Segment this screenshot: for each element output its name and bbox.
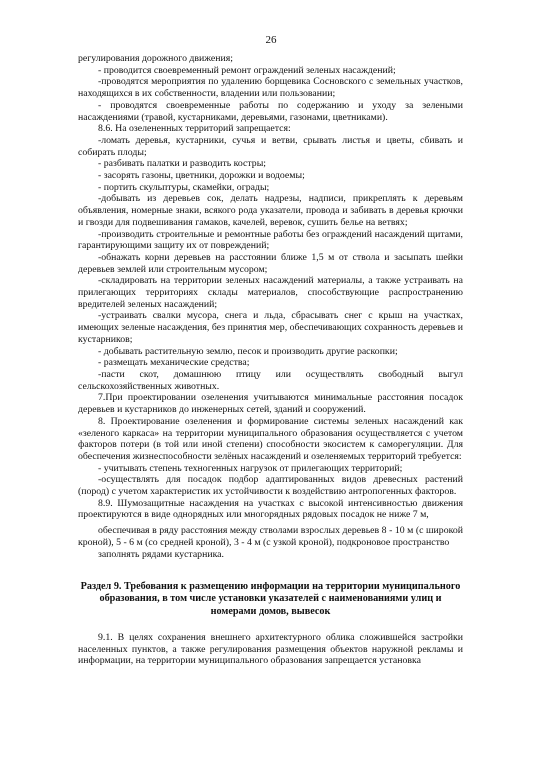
paragraph: регулирования дорожного движения; xyxy=(78,53,233,64)
clause-7: 7.При проектировании озеленения учитываются минимальные расстояния посадок деревьев и кустарников до инженерных сетей, зданий и сооружений. xyxy=(78,392,463,416)
section-heading: Раздел 9. Требования к размещению информации на территории муниципального образования, в том числе установки указателей с наименованиями улиц и номерами домов, вывесок xyxy=(80,581,461,617)
list-item: - портить скульптуры, скамейки, ограды; xyxy=(98,181,270,193)
list-item: - проводится своевременный ремонт ограждений зеленых насаждений; xyxy=(98,64,396,76)
paragraph: заполнять рядами кустарника. xyxy=(98,548,224,560)
page-number: 26 xyxy=(265,34,277,46)
paragraph: обеспечивая в ряду расстояния между стволами взрослых деревьев 8 - 10 м (с широкой кроной), 5 - 6 м (со средней кроной), 3 - 4 м (с узкой кроной), подкроновое пространство xyxy=(78,525,463,548)
list-item: - засорять газоны, цветники, дорожки и водоемы; xyxy=(98,170,305,182)
clause-8-9: 8.9. Шумозащитные насаждения на участках с высокой интенсивностью движения проектируются в виде однорядных или многорядных рядовых посадок не ниже 7 м, xyxy=(78,497,463,521)
list-item: -складировать на территории зеленых насаждений материалы, а также устраивать на прилегающих территориях склады материалов, способствующие распространению вредителей зеленых насаждений; xyxy=(78,275,463,310)
list-item: -пасти скот, домашнюю птицу или осуществлять свободный выгул сельскохозяйственных животных. xyxy=(78,368,463,392)
list-item: -производить строительные и ремонтные работы без ограждений насаждений щитами, гарантирующими защиту их от повреждений; xyxy=(78,228,463,252)
list-item: -добывать из деревьев сок, делать надрезы, надписи, прикреплять к деревьям объявления, номерные знаки, всякого рода указатели, провода и забивать в деревья крючки и гвозди для подвешивания гамаков, качелей, веревок, сушить белье на ветвях; xyxy=(78,193,463,228)
list-item: - проводятся своевременные работы по содержанию и уходу за зелеными насаждениями (травой, кустарниками, деревьями, газонами, цветниками). xyxy=(78,99,463,123)
list-item: - добывать растительную землю, песок и производить другие раскопки; xyxy=(98,345,398,357)
list-item: -осуществлять для посадок подбор адаптированных видов древесных растений (пород) с учетом характеристик их устойчивости к воздействию антропогенных факторов. xyxy=(78,474,463,498)
list-item: -проводятся мероприятия по удалению борщевика Сосновского с земельных участков, находящихся в их собственности, владении или пользовании; xyxy=(78,76,463,100)
list-item: -ломать деревья, кустарники, сучья и ветви, срывать листья и цветы, сбивать и собирать плоды; xyxy=(78,134,463,158)
list-item: -обнажать корни деревьев на расстоянии ближе 1,5 м от ствола и засыпать шейки деревьев землей или строительным мусором; xyxy=(78,251,463,275)
list-item: -устраивать свалки мусора, снега и льда, сбрасывать снег с крыш на участках, имеющих зеленые насаждения, без принятия мер, обеспечивающих сохранность деревьев и кустарников; xyxy=(78,310,463,345)
list-item: - размещать механические средства; xyxy=(98,357,250,369)
list-item: - разбивать палатки и разводить костры; xyxy=(98,158,267,170)
clause-9-1: 9.1. В целях сохранения внешнего архитектурного облика сложившейся застройки населенных пунктов, а также регулирования размещения объектов наружной рекламы и информации, на территории муниципального образования запрещается установка xyxy=(78,631,463,667)
list-item: - учитывать степень техногенных нагрузок от прилегающих территорий; xyxy=(98,462,403,474)
clause-8-6: 8.6. На озелененных территорий запрещается: xyxy=(98,123,291,135)
clause-8: 8. Проектирование озеленения и формирование системы зеленых насаждений как «зеленого каркаса» на территории муниципального образования осуществляется с учетом факторов потери (в той или иной степени) способности экосистем к саморегуляции. Для обеспечения жизнеспособности зелёных насаждений и озеленяемых территорий требуется: xyxy=(78,415,463,462)
document-body xyxy=(78,53,463,667)
